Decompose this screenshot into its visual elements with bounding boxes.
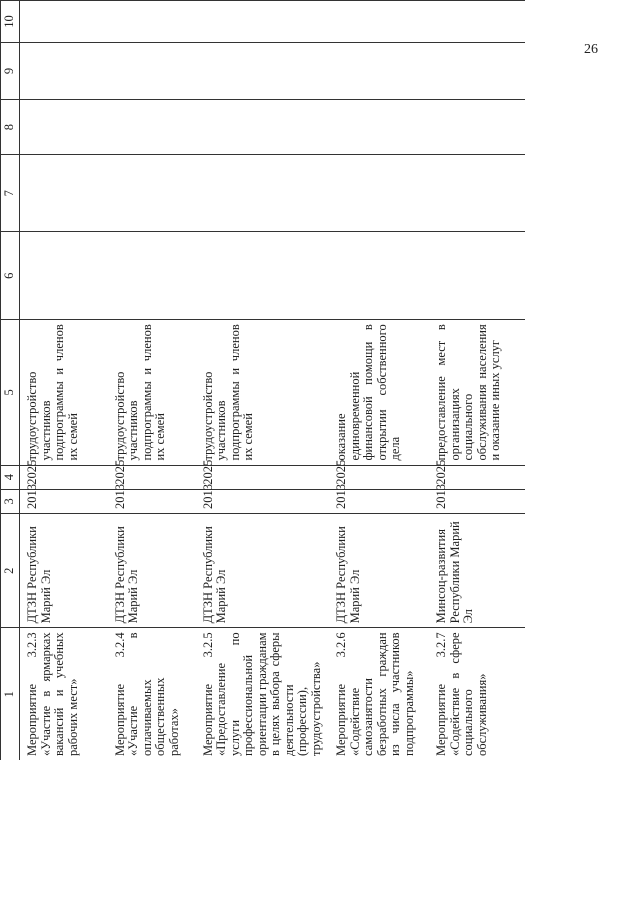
- result-cell: оказание единовременной финансовой помощи в открытии собственного дела: [329, 320, 429, 465]
- executor-cell: ДТЗН Республики Марий Эл: [108, 513, 196, 627]
- table-row: [108, 1, 196, 761]
- start-year-cell: 2013: [429, 489, 525, 513]
- header-col-3: 3: [1, 489, 20, 513]
- measure-cell: Мероприятие 3.2.4 «Участие в оплачиваемых общественных работах»: [108, 628, 196, 760]
- executor-cell: ДТЗН Республики Марий Эл: [20, 513, 108, 627]
- header-col-8: 8: [1, 100, 20, 155]
- start-year-cell: 2013: [329, 489, 429, 513]
- end-year-cell: 2025: [329, 465, 429, 489]
- executor-cell: ДТЗН Республики Марий Эл: [329, 513, 429, 627]
- page-number: 26: [584, 42, 598, 57]
- table-row: [429, 1, 525, 761]
- end-year-cell: 2025: [429, 465, 525, 489]
- result-cell: трудоустройство участников подпрограммы и членов их семей: [20, 320, 108, 465]
- table-row: [20, 1, 108, 761]
- measure-cell: Мероприятие 3.2.7 «Содействие в сфере социального обслуживания»: [429, 628, 525, 760]
- result-cell: трудоустройство участников подпрограммы и членов их семей: [196, 320, 330, 465]
- executor-cell: Минсоц-развития Республики Марий Эл: [429, 513, 525, 627]
- header-col-6: 6: [1, 232, 20, 320]
- measure-cell: Мероприятие 3.2.3 «Участие в ярмарках вакансий и учебных рабочих мест»: [20, 628, 108, 760]
- table-row: [196, 1, 330, 761]
- measure-cell: Мероприятие 3.2.6 «Содействие самозанятости безработных граждан из числа участников подпрограммы»: [329, 628, 429, 760]
- start-year-cell: 2013: [108, 489, 196, 513]
- measure-cell: Мероприятие 3.2.5 «Предоставление услуги по профессиональной ориентации гражданам в целях выбора сферы деятельности (профессии), трудоустройства»: [196, 628, 330, 760]
- end-year-cell: 2025: [20, 465, 108, 489]
- header-col-2: 2: [1, 513, 20, 627]
- table-row: [329, 1, 429, 761]
- header-col-7: 7: [1, 155, 20, 232]
- start-year-cell: 2013: [196, 489, 330, 513]
- header-col-5: 5: [1, 320, 20, 465]
- header-col-10: 10: [1, 1, 20, 43]
- result-cell: трудоустройство участников подпрограммы и членов их семей: [108, 320, 196, 465]
- header-col-9: 9: [1, 42, 20, 99]
- header-col-4: 4: [1, 465, 20, 489]
- result-cell: предоставление мест в организациях социального обслуживания населения и оказание иных услуг: [429, 320, 525, 465]
- header-col-1: 1: [1, 628, 20, 760]
- end-year-cell: 2025: [108, 465, 196, 489]
- start-year-cell: 2013: [20, 489, 108, 513]
- header-row: [1, 1, 20, 761]
- executor-cell: ДТЗН Республики Марий Эл: [196, 513, 330, 627]
- end-year-cell: 2025: [196, 465, 330, 489]
